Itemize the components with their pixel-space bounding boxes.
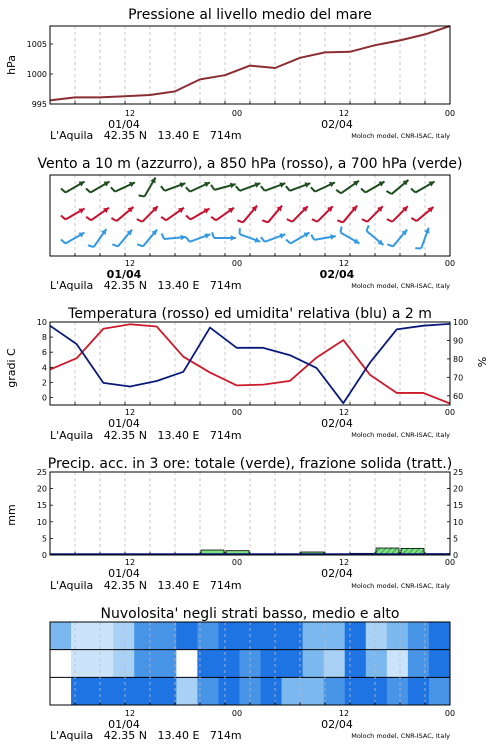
wind-700-arrow-barb xyxy=(161,186,165,191)
cloud-cell xyxy=(50,622,72,650)
wind-850-arrow xyxy=(312,206,333,222)
wind-xtick-00a: 00 xyxy=(231,259,243,268)
pressure-date-1: 01/04 xyxy=(108,118,140,131)
cloud-cell xyxy=(71,650,93,678)
cloud-cell xyxy=(92,677,114,705)
wind-850-arrow-barb xyxy=(287,219,292,222)
humidity-ylabel: % xyxy=(476,356,489,368)
cloud-cell xyxy=(113,650,135,678)
wind-850-arrow-barb xyxy=(312,219,317,222)
wind-10m-arrow xyxy=(61,233,85,244)
temperature-ytick-label: 4 xyxy=(41,363,47,373)
cloud-xtick-00a: 00 xyxy=(231,709,243,718)
wind-10m-arrow-barb xyxy=(261,237,265,242)
wind-10m-arrow xyxy=(286,233,310,244)
wind-850-arrow-barb xyxy=(337,220,343,222)
precip-title: Precip. acc. in 3 ore: totale (verde), frazione solida (tratt.) xyxy=(47,456,453,472)
wind-850-arrow xyxy=(262,206,282,223)
cloud-cell xyxy=(218,677,240,705)
cloud-cell xyxy=(155,622,177,650)
wind-850-arrow-barb xyxy=(211,217,216,221)
temperature-date-1: 01/04 xyxy=(108,417,140,430)
precip-right-ytick-label: 0 xyxy=(453,551,459,560)
wind-10m-arrow xyxy=(261,233,285,241)
wind-700-arrow-barb xyxy=(236,186,240,191)
humidity-ytick-label: 80 xyxy=(453,354,464,364)
precip-credit: Moloch model, CNR-ISAC, Italy xyxy=(351,582,450,590)
temperature-credit: Moloch model, CNR-ISAC, Italy xyxy=(351,431,450,439)
cloud-cell xyxy=(324,622,346,650)
wind-700-arrow-barb xyxy=(61,189,66,193)
wind-700-arrow xyxy=(61,182,85,193)
temperature-date-2: 02/04 xyxy=(321,417,353,430)
cloud-cell xyxy=(134,622,156,650)
wind-700-arrow xyxy=(186,182,210,192)
wind-850-arrow xyxy=(237,206,257,223)
cloud-cell xyxy=(261,677,283,705)
pressure-date-2: 02/04 xyxy=(321,118,353,131)
cloud-cell xyxy=(218,650,240,678)
temperature-title: Temperatura (rosso) ed umidita' relativa (blu) a 2 m xyxy=(68,306,432,322)
cloud-cell xyxy=(197,622,219,650)
wind-700-arrow xyxy=(336,181,359,194)
humidity-ytick-label: 70 xyxy=(453,373,464,383)
wind-10m-arrow xyxy=(88,229,106,247)
temperature-ytick-label: 8 xyxy=(41,333,47,343)
precip-right-ytick-label: 20 xyxy=(453,484,464,494)
wind-850-arrow-barb xyxy=(61,216,66,220)
wind-10m-arrow xyxy=(186,233,210,241)
pressure-title: Pressione al livello medio del mare xyxy=(128,7,372,23)
wind-10m-arrow-barb xyxy=(212,232,214,238)
precip-ytick-label: 0 xyxy=(41,551,47,560)
cloud-cell xyxy=(324,650,346,678)
wind-700-arrow-barb xyxy=(286,186,290,191)
precip-right-ytick-label: 5 xyxy=(453,534,459,544)
wind-850-arrow-barb xyxy=(161,217,166,221)
wind-xtick-00b: 00 xyxy=(444,259,456,268)
wind-700-arrow xyxy=(311,182,335,192)
wind-700-arrow-barb xyxy=(411,189,416,193)
wind-10m-arrow-barb xyxy=(367,225,369,231)
cloud-cell xyxy=(303,650,325,678)
cloud-cell xyxy=(197,650,219,678)
cloud-cell xyxy=(261,622,283,650)
wind-xtick-12a: 12 xyxy=(124,259,136,268)
wind-700-arrow xyxy=(386,180,408,194)
wind-700-arrow xyxy=(139,177,156,196)
wind-10m-arrow xyxy=(162,233,186,240)
cloud-cell xyxy=(113,677,135,705)
cloud-cell xyxy=(429,622,451,650)
temperature-xtick-00a: 00 xyxy=(231,408,243,417)
cloud-panel xyxy=(50,606,455,742)
wind-10m-arrow xyxy=(415,228,429,249)
cloud-cell xyxy=(345,622,367,650)
cloud-cell xyxy=(429,677,451,705)
wind-850-arrow xyxy=(137,206,158,222)
humidity-ytick-label: 60 xyxy=(453,391,464,401)
cloud-cell xyxy=(113,622,135,650)
precip-ytick-label: 5 xyxy=(41,534,47,544)
humidity-ytick-label: 90 xyxy=(453,336,464,346)
precip-date-2: 02/04 xyxy=(321,567,353,580)
temperature-grid xyxy=(75,322,425,405)
cloud-cell xyxy=(429,650,451,678)
cloud-cell xyxy=(50,677,72,705)
pressure-ytick-label: 1005 xyxy=(26,40,47,49)
precip-xtick-00a: 00 xyxy=(231,558,243,567)
wind-850-arrow xyxy=(337,206,357,223)
temperature-ytick-label: 10 xyxy=(36,318,47,327)
wind-xtick-12b: 12 xyxy=(338,259,350,268)
wind-700-arrow-barb xyxy=(361,189,366,193)
cloud-cell xyxy=(366,650,388,678)
humidity-ytick-label: 100 xyxy=(453,318,469,327)
cloud-cell xyxy=(324,677,346,705)
cloud-xtick-12b: 12 xyxy=(338,709,350,718)
wind-10m-arrow-head xyxy=(180,235,185,241)
cloud-cell xyxy=(218,622,240,650)
cloud-cell xyxy=(408,622,430,650)
wind-10m-arrow-head xyxy=(231,235,236,241)
cloud-cell xyxy=(92,622,114,650)
wind-credit: Moloch model, CNR-ISAC, Italy xyxy=(351,282,450,290)
wind-850-arrow xyxy=(161,208,184,221)
precip-ytick-label: 25 xyxy=(36,468,47,477)
wind-700-arrow xyxy=(361,182,385,193)
wind-700-arrow xyxy=(211,183,236,190)
wind-700-arrow-barb xyxy=(261,186,265,191)
wind-700-arrow-barb xyxy=(211,185,214,190)
precip-panel xyxy=(5,456,463,592)
wind-850-arrow xyxy=(61,209,85,220)
wind-850-arrow xyxy=(411,207,433,221)
precip-xtick-12a: 12 xyxy=(124,558,136,567)
cloud-cell xyxy=(387,622,409,650)
wind-850-arrow xyxy=(211,208,234,221)
wind-850-arrow-barb xyxy=(111,218,116,221)
cloud-cell xyxy=(155,677,177,705)
temperature-ytick-label: 2 xyxy=(41,378,47,388)
temperature-ytick-label: 6 xyxy=(41,348,47,358)
precip-ytick-label: 10 xyxy=(36,517,47,527)
wind-10m-arrow xyxy=(311,234,336,240)
cloud-cell xyxy=(176,677,198,705)
precip-right-ytick-label: 25 xyxy=(453,468,464,477)
wind-700-arrow-barb xyxy=(186,187,190,191)
cloud-cell xyxy=(176,622,198,650)
wind-700-arrow xyxy=(261,182,285,190)
pressure-xtick-12a: 12 xyxy=(124,109,136,118)
cloud-cell xyxy=(366,677,388,705)
wind-850-arrow-barb xyxy=(362,219,367,222)
wind-10m-arrow-barb xyxy=(61,240,66,244)
wind-850-arrow xyxy=(287,206,308,222)
wind-700-arrow-barb xyxy=(111,187,115,191)
cloud-cell xyxy=(408,677,430,705)
wind-10m-arrow xyxy=(112,230,132,247)
wind-panel xyxy=(37,156,462,292)
temperature-ytick-label: 0 xyxy=(41,393,47,403)
cloud-cell xyxy=(134,650,156,678)
cloud-cell xyxy=(71,677,93,705)
cloud-cell xyxy=(345,650,367,678)
wind-700-arrow xyxy=(161,182,185,190)
pressure-ytick-label: 1000 xyxy=(26,70,47,79)
wind-850-arrow-barb xyxy=(86,217,91,221)
pressure-xtick-00a: 00 xyxy=(231,109,243,118)
wind-700-arrow-barb xyxy=(336,190,341,194)
wind-850-arrow xyxy=(186,209,210,220)
cloud-cell xyxy=(408,650,430,678)
wind-700-arrow-barb xyxy=(139,195,145,196)
cloud-cell xyxy=(134,677,156,705)
wind-850-arrow xyxy=(86,208,109,221)
wind-850-arrow xyxy=(362,206,383,222)
cloud-cell xyxy=(197,677,219,705)
cloud-title: Nuvolosita' negli strati basso, medio e alto xyxy=(100,606,400,622)
wind-10m-arrow-barb xyxy=(186,237,190,242)
wind-700-arrow xyxy=(236,182,260,190)
precip-date-1: 01/04 xyxy=(108,567,140,580)
pressure-credit: Moloch model, CNR-ISAC, Italy xyxy=(351,132,450,140)
wind-700-arrow xyxy=(411,182,435,193)
precip-ytick-label: 20 xyxy=(36,484,47,494)
cloud-cell xyxy=(71,622,93,650)
wind-850-arrow xyxy=(387,206,408,222)
wind-date-2: 02/04 xyxy=(319,268,355,281)
wind-850-arrow-barb xyxy=(137,219,142,222)
cloud-date-2: 02/04 xyxy=(321,718,353,731)
cloud-xtick-12a: 12 xyxy=(124,709,136,718)
cloud-cell xyxy=(155,650,177,678)
wind-700-arrow-barb xyxy=(86,189,91,193)
wind-700-arrow xyxy=(111,182,135,192)
wind-title: Vento a 10 m (azzurro), a 850 hPa (rosso), a 700 hPa (verde) xyxy=(37,156,463,172)
cloud-cell xyxy=(366,622,388,650)
precip-xtick-12b: 12 xyxy=(338,558,350,567)
cloud-cell xyxy=(345,677,367,705)
cloud-xtick-00b: 00 xyxy=(444,709,456,718)
precip-ytick-label: 15 xyxy=(36,501,47,511)
cloud-cell xyxy=(92,650,114,678)
cloud-cell xyxy=(303,677,325,705)
wind-700-arrow xyxy=(286,182,310,190)
temperature-panel xyxy=(5,306,489,442)
wind-date-1: 01/04 xyxy=(106,268,142,281)
cloud-cell xyxy=(261,650,283,678)
temperature-xtick-12b: 12 xyxy=(338,408,350,417)
wind-700-arrow xyxy=(86,182,110,193)
wind-10m-arrow xyxy=(212,232,236,241)
wind-850-arrow-barb xyxy=(262,220,268,222)
temperature-xtick-12a: 12 xyxy=(124,408,136,417)
wind-10m-arrow-barb xyxy=(137,244,143,246)
pressure-xtick-12b: 12 xyxy=(338,109,350,118)
precip-grid xyxy=(75,472,425,555)
pressure-location: L'Aquila 42.35 N 13.40 E 714m xyxy=(50,129,242,142)
cloud-cell xyxy=(176,650,198,678)
wind-700-arrow-barb xyxy=(311,187,315,191)
cloud-location: L'Aquila 42.35 N 13.40 E 714m xyxy=(50,729,242,742)
pressure-panel xyxy=(5,7,455,142)
precip-right-ytick-label: 15 xyxy=(453,501,464,511)
pressure-ytick-label: 995 xyxy=(31,100,47,109)
wind-700-arrow-barb xyxy=(386,191,391,194)
cloud-credit: Moloch model, CNR-ISAC, Italy xyxy=(351,732,450,740)
wind-850-arrow-barb xyxy=(411,218,416,221)
temperature-location: L'Aquila 42.35 N 13.40 E 714m xyxy=(50,429,242,442)
cloud-cell xyxy=(303,622,325,650)
wind-10m-arrow-barb xyxy=(387,244,393,246)
wind-850-arrow-barb xyxy=(186,216,191,220)
cloud-cell xyxy=(50,650,72,678)
wind-850-arrow xyxy=(111,207,133,221)
cloud-cell xyxy=(387,677,409,705)
precip-xtick-00b: 00 xyxy=(444,558,456,567)
pressure-xtick-00b: 00 xyxy=(444,109,456,118)
wind-10m-arrow-barb xyxy=(88,245,94,247)
wind-location: L'Aquila 42.35 N 13.40 E 714m xyxy=(50,279,242,292)
cloud-cell xyxy=(387,650,409,678)
wind-10m-arrow-barb xyxy=(112,244,118,246)
wind-10m-arrow xyxy=(387,230,407,247)
wind-10m-arrow-barb xyxy=(162,233,164,238)
precip-right-ytick-label: 10 xyxy=(453,517,464,527)
wind-850-arrow-barb xyxy=(387,219,392,222)
wind-10m-arrow-barb xyxy=(340,227,341,233)
temperature-xtick-00b: 00 xyxy=(444,408,456,417)
precip-location: L'Aquila 42.35 N 13.40 E 714m xyxy=(50,579,242,592)
temperature-ylabel: gradi C xyxy=(5,348,18,388)
wind-850-arrow-barb xyxy=(237,220,243,222)
wind-10m-arrow-barb xyxy=(286,240,291,244)
cloud-date-1: 01/04 xyxy=(108,718,140,731)
pressure-ylabel: hPa xyxy=(5,55,18,75)
wind-10m-arrow xyxy=(137,230,157,247)
precip-ylabel: mm xyxy=(5,504,18,526)
wind-10m-arrow-barb xyxy=(311,235,314,240)
